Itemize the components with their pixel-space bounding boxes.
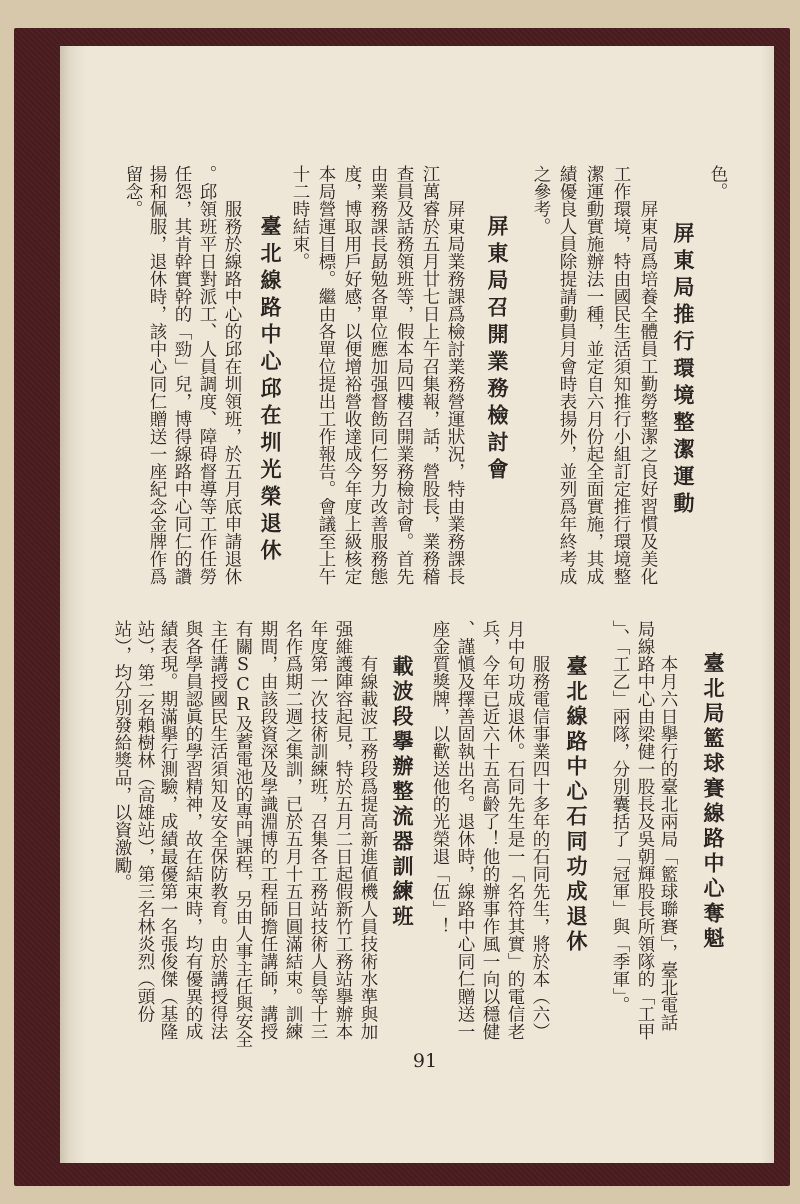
text-column: 月中旬功成退休。石同先生是一「名符其實」的電信老	[505, 620, 525, 1040]
text-column: 、謹愼及擇善固執出名。退休時，線路中心同仁贈送一	[455, 620, 475, 1040]
text-column: 本月六日擧行的臺北兩局「籃球聯賽」，臺北電話	[658, 655, 678, 1032]
text-column: 服務電信事業四十多年的石同先生，將於本（六）	[530, 655, 550, 1040]
text-column: 年度第一次技術訓練班，召集各工務站技術人員等十三	[308, 620, 328, 1040]
text-column: 。邱領班平日對派工、人員調度、障碍督導等工作任勞	[197, 165, 217, 585]
text-column: 局線路中心由梁健一股長及吳朝輝股長所領隊的「工甲	[635, 620, 655, 1040]
text-column: 績表現。期滿擧行測驗，成績最優第一名張俊傑（基隆	[158, 620, 178, 1040]
text-column: 站），均分別發給獎品，以資激勵。	[112, 620, 132, 892]
text-column: 揚和佩服，退休時，該中心同仁贈送一座紀念金牌作爲	[147, 165, 167, 585]
text-column: 由業務課長勗勉各單位應加强督飭同仁努力改善服務態	[368, 165, 388, 585]
page-number: 91	[412, 1050, 438, 1072]
text-column: 查員及話務領班等，假本局四樓召開業務檢討會。首先	[394, 165, 414, 585]
article-heading: 屏東局召開業務檢討會	[485, 215, 510, 485]
text-column: 有線載波工務段爲提高新進値機人員技術水準與加	[358, 655, 378, 1040]
text-column: 座金質獎牌，以歡送他的光榮退「伍」！	[430, 620, 450, 935]
text-column: 留念。	[123, 165, 143, 218]
text-column: 屏東局業務課爲檢討業務營運狀況，特由業務課長	[445, 200, 465, 585]
text-column: 有關SCR及蓄電池的專門課程，另由人事主任與安全	[233, 620, 253, 1048]
text-column: 兵，今年已近六十五高齡了！他的辦事作風一向以穩健	[480, 620, 500, 1040]
text-column: 績優良人員除提請動員月會時表揚外，並列爲年終考成	[557, 165, 577, 585]
text-column: 潔運動實施辦法一種，並定自六月份起全面實施，其成	[584, 165, 604, 585]
text-column: 度，博取用戶好感，以便增裕營收達成今年度上級核定	[342, 165, 362, 585]
text-column: 十二時結束。	[290, 165, 310, 270]
article-heading: 屏東局推行環境整潔運動	[671, 222, 696, 519]
text-column: 期間，由該段資深及學識淵博的工程師擔任講師，講授	[258, 620, 278, 1040]
article-heading: 載波段擧辦整流器訓練班	[390, 655, 415, 930]
text-column: 任怨，其肯幹實幹的「勁」兒，博得線路中心同仁的讚	[172, 165, 192, 585]
text-column: 主任講授國民生活須知及安全保防教育。由於講授得法	[208, 620, 228, 1040]
article-heading: 臺北局籃球賽線路中心奪魁	[701, 652, 726, 952]
text-column: 江萬睿於五月廿七日上午召集報，話，營股長，業務稽	[420, 165, 440, 585]
text-column: 之參考。	[531, 165, 551, 235]
text-column: 名作爲期二週之集訓，已於五月十五日圓滿結束。訓練	[283, 620, 303, 1040]
text-column: 服務於線路中心的邱在圳領班，於五月底申請退休	[222, 200, 242, 585]
text-column: 」、「工乙」兩隊，分別囊括了「冠軍」與「季軍」。	[610, 620, 630, 1014]
continuation-text: 色。	[708, 165, 728, 200]
text-column: 與各學員認眞的學習精神，故在結束時，均有優異的成	[183, 620, 203, 1040]
text-column: 本局營運目標。繼由各單位提出工作報告。會議至上午	[316, 165, 336, 585]
text-column: 工作環境，特由國民生活須知推行小組訂定推行環境整	[611, 165, 631, 585]
text-column: 站），第二名賴樹林（高雄站），第三名林炎烈（頭份	[135, 620, 155, 1023]
article-heading: 臺北線路中心邱在圳光榮退休	[258, 215, 283, 566]
text-column: 强維護陣容起見，特於五月二日起假新竹工務站擧辦本	[333, 620, 353, 1040]
article-heading: 臺北線路中心石同功成退休	[564, 655, 589, 955]
text-column: 屏東局爲培養全體員工勤勞整潔之良好習慣及美化	[638, 200, 658, 585]
